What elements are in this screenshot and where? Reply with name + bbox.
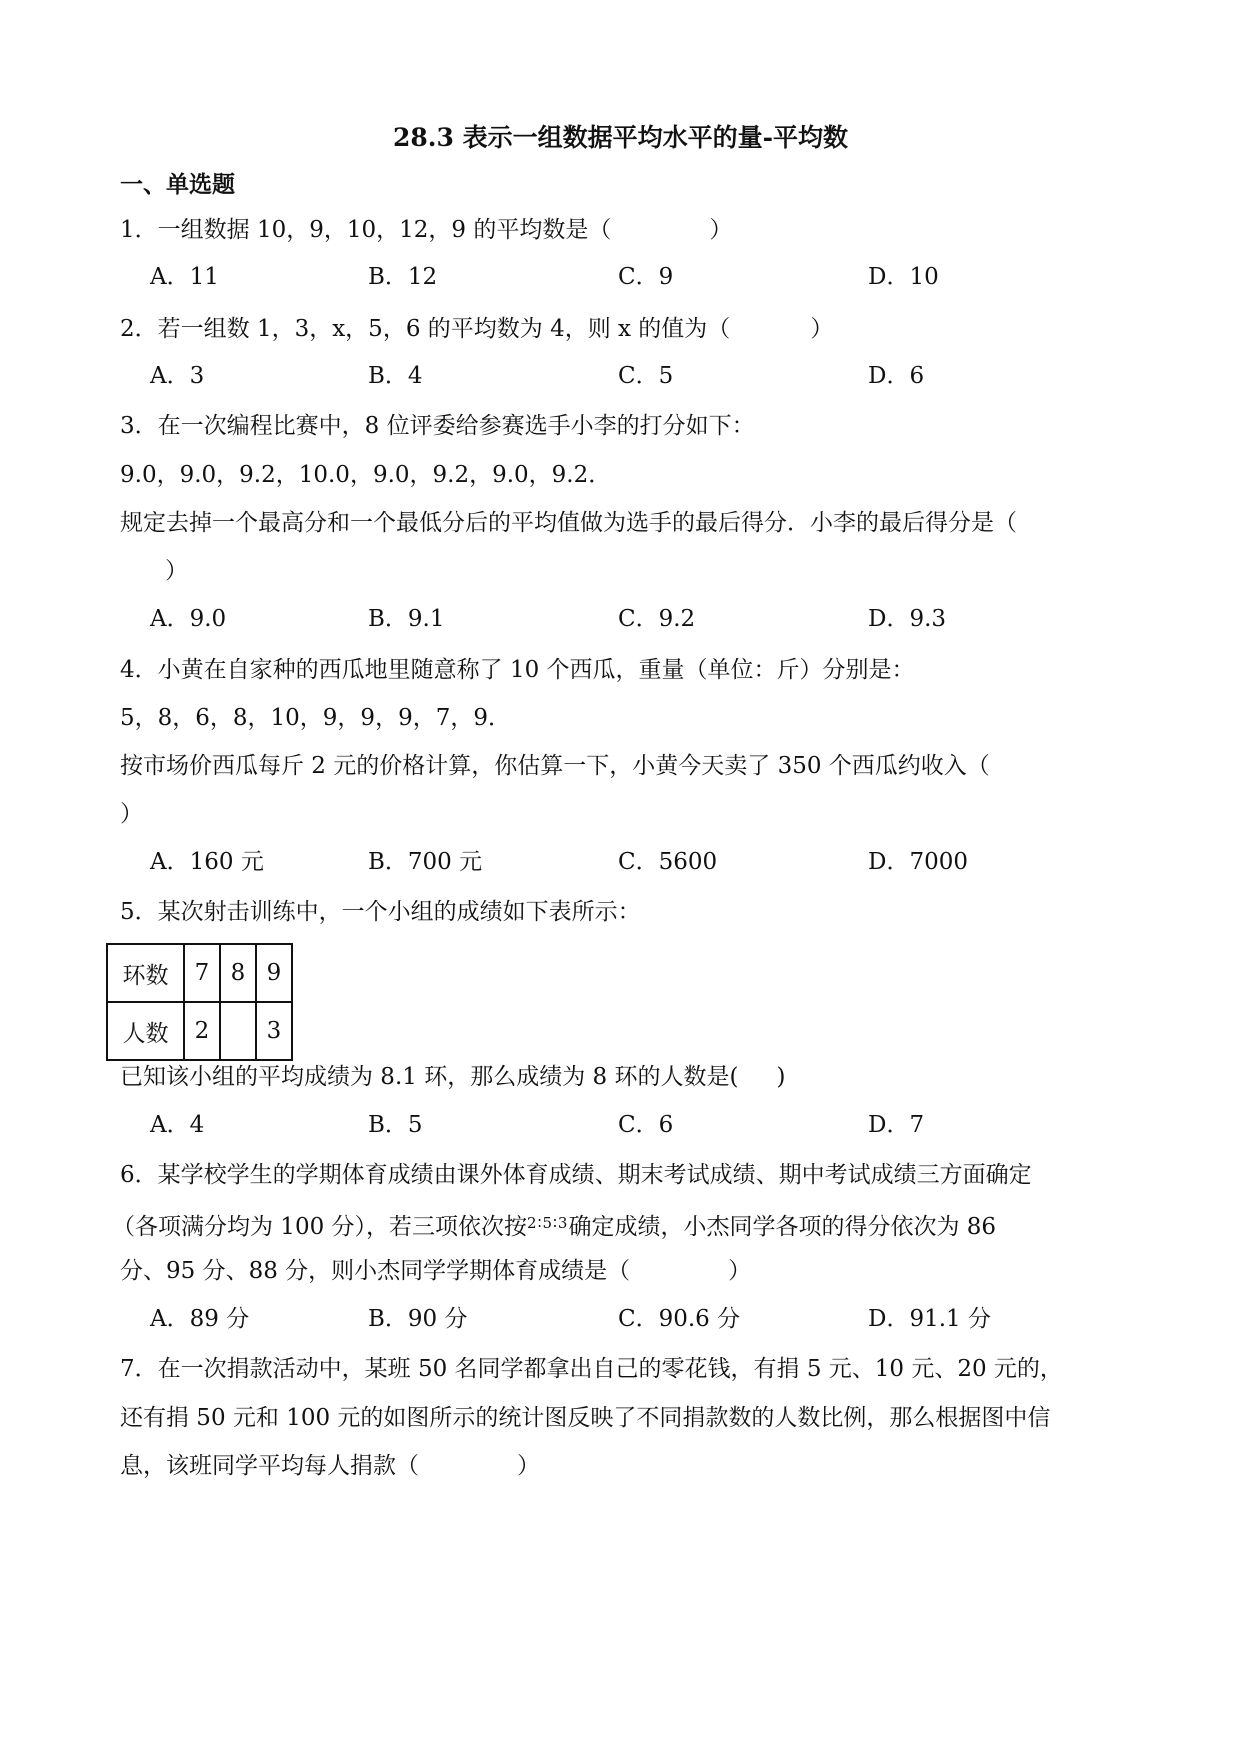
section-heading: 一、单选题 [120,171,235,198]
q5-option-c: C．6 [618,1112,674,1138]
ratio-formula: 2∶5∶3 [527,1214,569,1232]
page-title: 28.3 表示一组数据平均水平的量-平均数 [393,123,848,152]
table-row [107,944,292,1002]
question-5-close: ) [776,1064,786,1090]
question-7-close: ） [517,1453,540,1479]
q4-option-c: C．5600 [618,849,718,875]
q2-option-c: C．5 [618,363,674,389]
table-cell: 7 [184,944,220,1002]
q5-option-d: D．7 [868,1112,925,1138]
q5-option-b: B．5 [368,1112,423,1138]
table-row [107,1002,292,1060]
question-2 [120,314,833,344]
q3-option-c: C．9.2 [618,606,696,632]
q1-option-d: D．10 [868,264,939,290]
question-6-line-2a: （各项满分均为 100 分），若三项依次按 [112,1214,528,1240]
question-4-line-3: 按市场价西瓜每斤 2 元的价格计算，你估算一下，小黄今天卖了 350 个西瓜约收入（ [120,753,990,779]
q6-option-d: D．91.1 分 [868,1306,991,1332]
table-cell: 8 [220,944,256,1002]
question-2-close: ） [810,316,834,342]
table-cell: 2 [184,1002,220,1060]
q1-option-b: B．12 [368,264,438,290]
q6-option-c: C．90.6 分 [618,1306,741,1332]
question-6-line-1: 6．某学校学生的学期体育成绩由课外体育成绩、期末考试成绩、期中考试成绩三方面确定 [120,1162,1032,1188]
question-6-close: ） [728,1258,752,1284]
score-table [106,943,293,1061]
q2-option-a: A．3 [150,363,205,389]
question-7-line-3 [120,1451,540,1481]
question-5-line-2 [120,1062,785,1092]
table-cell: 9 [256,944,292,1002]
question-7-text: 息，该班同学平均每人捐款（ [120,1453,419,1479]
question-3-line-1: 3．在一次编程比赛中，8 位评委给参赛选手小李的打分如下： [120,413,755,439]
question-4-line-2: 5，8，6，8，10，9，9，9，7，9． [120,705,511,731]
q3-option-d: D．9.3 [868,606,947,632]
q4-option-d: D．7000 [868,849,968,875]
q4-option-b: B．700 元 [368,849,483,875]
q4-option-a: A．160 元 [150,849,264,875]
question-1-text: 1．一组数据 10，9，10，12，9 的平均数是（ [120,217,612,243]
question-2-text: 2．若一组数 1，3，x，5，6 的平均数为 4，则 x 的值为（ [120,316,731,342]
question-5-line-1: 5．某次射击训练中，一个小组的成绩如下表所示： [120,899,641,925]
question-4-close: ） [120,801,143,827]
question-6-line-2b: 确定成绩，小杰同学各项的得分依次为 86 [568,1214,997,1240]
q6-option-a: A．89 分 [150,1306,250,1332]
question-5-text: 已知该小组的平均成绩为 8.1 环，那么成绩为 8 环的人数是( [120,1064,739,1090]
question-1 [120,215,732,245]
q5-option-a: A．4 [150,1112,205,1138]
table-header-rings: 环数 [107,944,184,1002]
table-cell [220,1002,256,1060]
q2-option-d: D．6 [868,363,925,389]
q3-option-a: A．9.0 [150,606,227,632]
question-6-line-3 [120,1256,751,1286]
question-7-line-1: 7．在一次捐款活动中，某班 50 名同学都拿出自己的零花钱，有捐 5 元、10 元、20 元的， [120,1356,1063,1382]
table-header-people: 人数 [107,1002,184,1060]
question-3-line-2: 9.0，9.0，9.2，10.0，9.0，9.2，9.0，9.2． [120,462,612,488]
question-1-close: ） [709,217,733,243]
question-6-line-2 [112,1208,996,1242]
question-3-close: ） [165,558,188,584]
q3-option-b: B．9.1 [368,606,445,632]
question-6-text: 分、95 分、88 分，则小杰同学学期体育成绩是（ [120,1258,631,1284]
q1-option-c: C．9 [618,264,674,290]
question-7-line-2: 还有捐 50 元和 100 元的如图所示的统计图反映了不同捐款数的人数比例，那么根据图中信 [120,1405,1051,1431]
question-3-line-3: 规定去掉一个最高分和一个最低分后的平均值做为选手的最后得分．小李的最后得分是（ [120,510,1017,536]
q1-option-a: A．11 [150,264,219,290]
q6-option-b: B．90 分 [368,1306,468,1332]
q2-option-b: B．4 [368,363,423,389]
question-4-line-1: 4．小黄在自家种的西瓜地里随意称了 10 个西瓜，重量（单位：斤）分别是： [120,657,915,683]
table-cell: 3 [256,1002,292,1060]
